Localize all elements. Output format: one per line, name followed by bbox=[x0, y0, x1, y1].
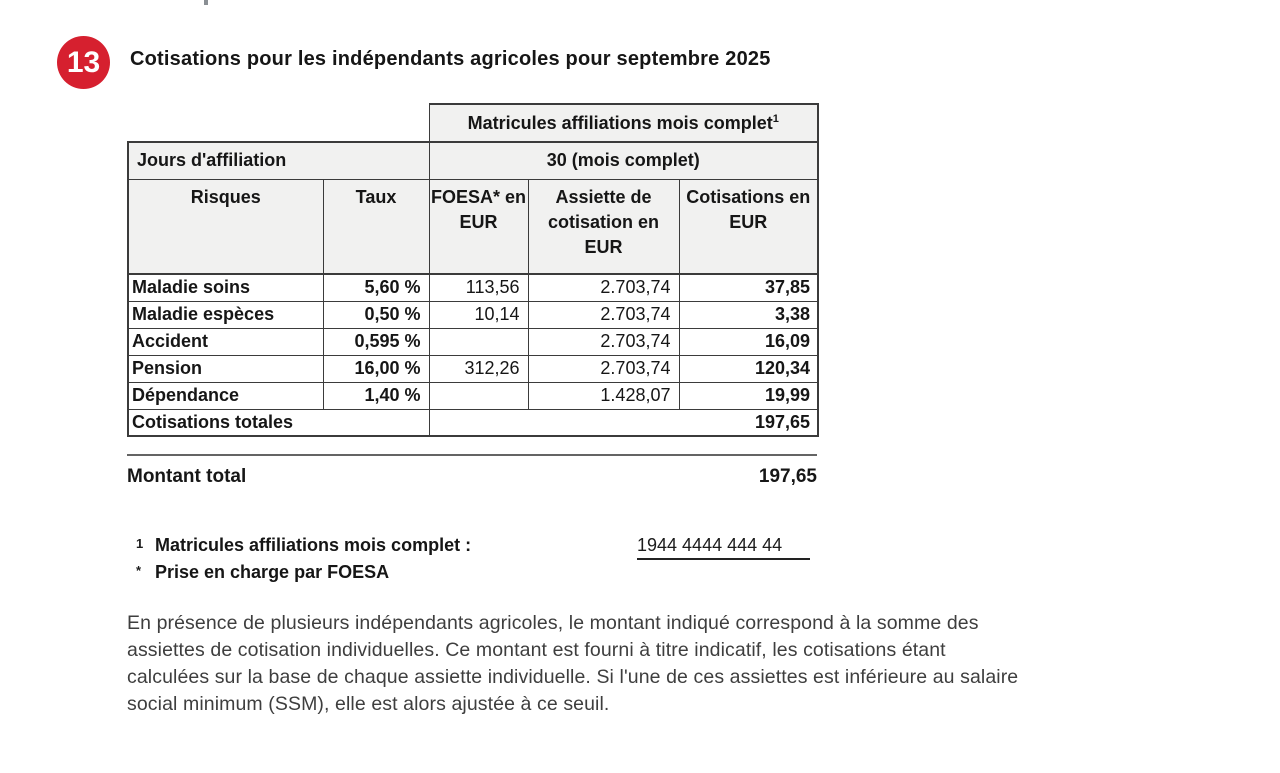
clipped-text-artifact bbox=[204, 0, 208, 5]
table-row bbox=[128, 355, 818, 382]
table-row bbox=[128, 301, 818, 328]
risque-cell: Maladie soins bbox=[128, 274, 323, 301]
table-row-totals bbox=[128, 409, 818, 436]
montant-total-row bbox=[127, 466, 817, 488]
paragraph-line: social minimum (SSM), elle est alors ajustée à ce seuil. bbox=[127, 693, 610, 715]
table-header-row bbox=[128, 179, 818, 274]
taux-cell: 5,60 % bbox=[323, 274, 429, 301]
empty-cell bbox=[128, 104, 429, 142]
footnote-marker-1: 1 bbox=[136, 536, 144, 551]
paragraph-line: assiettes de cotisation individuelles. Ce montant est fourni à titre indicatif, les cotisations étant bbox=[127, 639, 946, 661]
footnotes bbox=[127, 535, 817, 589]
table-row bbox=[128, 274, 818, 301]
montant-total-label: Montant total bbox=[127, 466, 247, 487]
taux-cell: 16,00 % bbox=[323, 355, 429, 382]
contributions-table bbox=[127, 103, 819, 437]
table-row bbox=[128, 328, 818, 355]
taux-cell: 1,40 % bbox=[323, 382, 429, 409]
footnote-marker-asterisk: * bbox=[136, 563, 142, 578]
assiette-cell: 2.703,74 bbox=[528, 355, 679, 382]
risque-cell: Maladie espèces bbox=[128, 301, 323, 328]
matricules-header-label: Matricules affiliations mois complet bbox=[467, 112, 773, 133]
risque-cell: Pension bbox=[128, 355, 323, 382]
column-header-taux: Taux bbox=[323, 179, 429, 274]
footnote-label: Matricules affiliations mois complet : bbox=[155, 535, 472, 555]
footnote-foesa bbox=[127, 562, 817, 588]
risque-cell: Dépendance bbox=[128, 382, 323, 409]
cotisation-cell: 120,34 bbox=[679, 355, 818, 382]
section-number-badge bbox=[57, 36, 110, 89]
totals-value-cell: 197,65 bbox=[429, 409, 818, 436]
table-row-jours bbox=[128, 142, 818, 179]
table-row-matricules bbox=[128, 104, 818, 142]
assiette-cell: 2.703,74 bbox=[528, 274, 679, 301]
cotisation-cell: 19,99 bbox=[679, 382, 818, 409]
jours-value-cell: 30 (mois complet) bbox=[429, 142, 818, 179]
jours-label-cell: Jours d'affiliation bbox=[128, 142, 429, 179]
footnote-ref-1: 1 bbox=[772, 112, 779, 125]
column-header-foesa: FOESA* en EUR bbox=[429, 179, 528, 274]
matricules-header-cell bbox=[429, 104, 818, 142]
footnote-label: Prise en charge par FOESA bbox=[155, 562, 390, 582]
section-number: 13 bbox=[66, 45, 101, 79]
column-header-cotisations: Cotisations en EUR bbox=[679, 179, 818, 274]
foesa-cell: 10,14 bbox=[429, 301, 528, 328]
column-header-risques: Risques bbox=[128, 179, 323, 274]
page-title: Cotisations pour les indépendants agricoles pour septembre 2025 bbox=[130, 48, 771, 70]
taux-cell: 0,50 % bbox=[323, 301, 429, 328]
horizontal-divider bbox=[127, 454, 817, 456]
cotisation-cell: 16,09 bbox=[679, 328, 818, 355]
assiette-cell: 1.428,07 bbox=[528, 382, 679, 409]
foesa-cell: 312,26 bbox=[429, 355, 528, 382]
contributions-table-wrap bbox=[127, 103, 819, 437]
montant-total-value: 197,65 bbox=[758, 466, 817, 487]
explanatory-paragraph bbox=[127, 610, 1187, 718]
risque-cell: Accident bbox=[128, 328, 323, 355]
foesa-cell bbox=[429, 328, 528, 355]
totals-label-cell: Cotisations totales bbox=[128, 409, 429, 436]
taux-cell: 0,595 % bbox=[323, 328, 429, 355]
matricule-number: 1944 4444 444 44 bbox=[637, 535, 810, 560]
cotisation-cell: 37,85 bbox=[679, 274, 818, 301]
assiette-cell: 2.703,74 bbox=[528, 328, 679, 355]
foesa-cell: 113,56 bbox=[429, 274, 528, 301]
foesa-cell bbox=[429, 382, 528, 409]
paragraph-line: En présence de plusieurs indépendants agricoles, le montant indiqué correspond à la somme des bbox=[127, 612, 979, 634]
assiette-cell: 2.703,74 bbox=[528, 301, 679, 328]
cotisation-cell: 3,38 bbox=[679, 301, 818, 328]
footnote-matricules bbox=[127, 535, 817, 561]
column-header-assiette: Assiette de cotisation en EUR bbox=[528, 179, 679, 274]
table-row bbox=[128, 382, 818, 409]
paragraph-line: calculées sur la base de chaque assiette individuelle. Si l'une de ces assiettes est inférieure au salaire bbox=[127, 666, 1019, 688]
